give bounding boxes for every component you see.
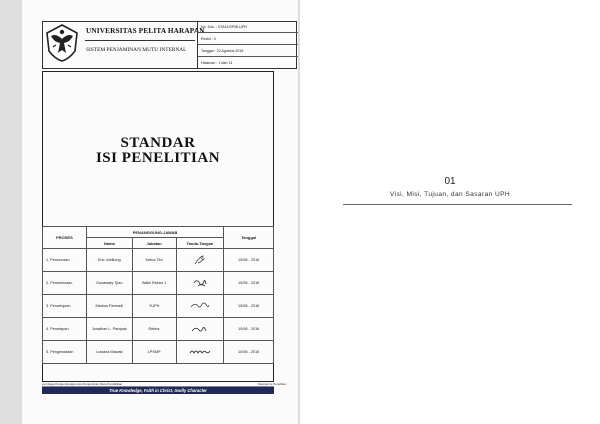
header-divider (85, 40, 195, 41)
subheader-signature: Tanda-Tangan (176, 238, 224, 249)
cell-position: YUPH (132, 295, 176, 318)
table-row (43, 318, 274, 341)
cell-signature (176, 249, 224, 272)
signature-icon (189, 278, 211, 288)
signature-icon (189, 255, 211, 265)
cell-date: 10/08 - 2016 (224, 249, 274, 272)
university-name: UNIVERSITAS PELITA HARAPAN (86, 27, 205, 35)
cell-date: 10/08 - 2016 (224, 341, 274, 364)
cell-name: Eric Jobiliong (86, 249, 132, 272)
cell-date: 10/08 - 2016 (224, 318, 274, 341)
cell-signature (176, 272, 224, 295)
toc-number: 01 (444, 176, 456, 187)
system-name: SISTEM PENJAMINAN MUTU INTERNAL (86, 47, 187, 53)
document-title-line1: STANDAR (120, 135, 196, 151)
cell-position: Rektor (132, 318, 176, 341)
footer-left-text: Lembaga Pengembangan dan Penjaminan Mutu Pendidikan (42, 382, 123, 386)
cell-position: Ketua Tim (132, 249, 176, 272)
cell-position: LPSMP (132, 341, 176, 364)
cell-date: 10/08 - 2016 (224, 272, 274, 295)
university-logo-icon (44, 23, 80, 63)
table-row (43, 249, 274, 272)
header-process: PROSES (43, 227, 87, 249)
signature-icon (189, 301, 211, 311)
subheader-name: Nama (86, 238, 132, 249)
document-meta-block (197, 21, 298, 69)
footer-right-text: Standar Isi Penelitian (258, 382, 287, 386)
cell-name: Lusiana Mawati (86, 341, 132, 364)
cell-process: 4. Penetapan (43, 318, 87, 341)
cell-process: 1. Perumusan (43, 249, 87, 272)
cell-signature (176, 341, 224, 364)
page-count: Halaman : 1 dari 14 (201, 61, 233, 65)
cell-name: Gunawaty Tjiao (86, 272, 132, 295)
table-row (43, 295, 274, 318)
cell-process: 5. Pengendalian (43, 341, 87, 364)
header-date: Tanggal (224, 227, 274, 249)
table-row (43, 341, 274, 364)
responsibility-table (42, 226, 274, 364)
table-row (43, 272, 274, 295)
cell-process: 2. Pemeriksaan (43, 272, 87, 295)
signature-icon (189, 347, 211, 357)
subheader-position: Jabatan (132, 238, 176, 249)
document-title-line2: ISI PENELITIAN (95, 150, 221, 166)
cell-position: Wakil Rektor 1 (132, 272, 176, 295)
cell-process: 3. Persetujuan (43, 295, 87, 318)
motto-banner: True Knowledge, Faith in Christ, Godly Character (42, 387, 274, 394)
cell-signature (176, 295, 224, 318)
header-responsible: PENANGGUNG-JAWAB (86, 227, 223, 238)
toc-divider (343, 204, 572, 205)
cell-signature (176, 318, 224, 341)
signature-icon (189, 324, 211, 334)
doc-date: Tanggal : 22 Agustus 2016 (198, 45, 298, 57)
doc-number: No. Dok. : STA11/SPMI-UPH (198, 21, 298, 33)
cell-date: 10/08 - 2016 (224, 295, 274, 318)
toc-entry-link[interactable]: Visi, Misi, Tujuan, dan Sasaran UPH (389, 191, 511, 198)
cell-name: Jonathan L. Parapak (86, 318, 132, 341)
revision: Revisi : 0 (198, 33, 298, 45)
cell-name: Markus Parmadi (86, 295, 132, 318)
